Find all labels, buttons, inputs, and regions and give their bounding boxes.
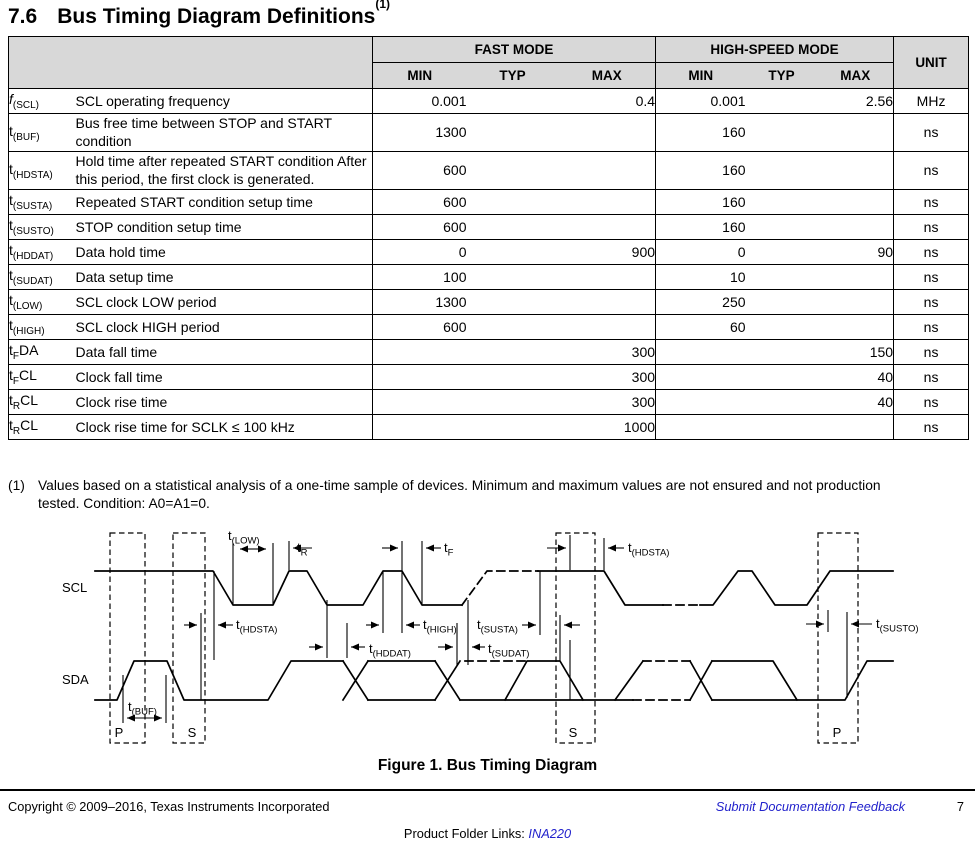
- fast-max-cell: [559, 289, 656, 314]
- unit-cell: ns: [894, 414, 969, 439]
- fast-typ-cell: [467, 289, 559, 314]
- hs-min-cell: 160: [656, 214, 746, 239]
- hs-max-cell: 40: [818, 389, 894, 414]
- fast-max-cell: [559, 314, 656, 339]
- hs-min-cell: 10: [656, 264, 746, 289]
- footnote-text: Values based on a statistical analysis of a one-time sample of devices. Minimum and maximum values are not ensured and not production tested. Condition: A0=A1=0.: [38, 478, 881, 512]
- fast-typ-cell: [467, 214, 559, 239]
- scl-waveform: [95, 571, 893, 605]
- fast-max-cell: [559, 151, 656, 189]
- symbol-cell: $t_{(SUDAT)}$: [9, 264, 76, 289]
- sda-waveform: [95, 661, 893, 700]
- fast-max-cell: 900: [559, 239, 656, 264]
- symbol-cell: $f_{(SCL)}$: [9, 89, 76, 114]
- table-row: [9, 89, 969, 114]
- hs-typ-cell: [746, 151, 818, 189]
- t-susta-label: $t_{(SUSTA)}$: [477, 617, 518, 636]
- stop-marker-right: P: [832, 725, 842, 740]
- hs-min-cell: 160: [656, 114, 746, 152]
- figure-caption: Figure 1. Bus Timing Diagram: [377, 757, 598, 774]
- table-row: [9, 364, 969, 389]
- hs-max-cell: 2.56: [818, 89, 894, 114]
- hs-typ-cell: [746, 389, 818, 414]
- unit-cell: ns: [894, 114, 969, 152]
- fast-max-cell: [559, 264, 656, 289]
- hs-min-header: MIN: [656, 63, 746, 89]
- hs-typ-cell: [746, 214, 818, 239]
- hs-typ-cell: [746, 189, 818, 214]
- hs-max-cell: [818, 151, 894, 189]
- fast-typ-header: TYP: [467, 63, 559, 89]
- fast-min-cell: [373, 414, 467, 439]
- hs-typ-cell: [746, 289, 818, 314]
- fast-max-cell: 1000: [559, 414, 656, 439]
- hs-max-cell: 40: [818, 364, 894, 389]
- symbol-cell: $t_{(BUF)}$: [9, 114, 76, 152]
- symbol-cell: $t_{(SUSTA)}$: [9, 189, 76, 214]
- hs-typ-cell: [746, 239, 818, 264]
- fast-typ-cell: [467, 89, 559, 114]
- hs-min-cell: [656, 414, 746, 439]
- unit-cell: ns: [894, 214, 969, 239]
- table-row: [9, 389, 969, 414]
- table-corner-cell: [9, 37, 373, 89]
- fast-min-header: MIN: [373, 63, 467, 89]
- t-buf-label: $t_{(BUF)}$: [128, 699, 157, 718]
- hs-max-cell: [818, 264, 894, 289]
- section-number: 7.6: [8, 5, 38, 28]
- start-marker-left: S: [187, 725, 197, 740]
- condition-boxes: [110, 533, 858, 743]
- hs-max-cell: 90: [818, 239, 894, 264]
- unit-cell: ns: [894, 264, 969, 289]
- bus-timing-diagram: [0, 525, 975, 760]
- fast-typ-cell: [467, 189, 559, 214]
- section-title-footnote-ref: (1): [375, 0, 391, 11]
- unit-cell: ns: [894, 364, 969, 389]
- unit-cell: ns: [894, 314, 969, 339]
- parameter-cell: Data fall time: [76, 339, 373, 364]
- unit-cell: MHz: [894, 89, 969, 114]
- fast-min-cell: 0: [373, 239, 467, 264]
- t-hdsta-top-label: $t_{(HDSTA)}$: [628, 540, 670, 559]
- page-number: 7: [956, 799, 964, 814]
- hs-typ-cell: [746, 339, 818, 364]
- parameter-cell: Clock rise time: [76, 389, 373, 414]
- unit-cell: ns: [894, 289, 969, 314]
- product-folder-link-ina220[interactable]: INA220: [528, 826, 572, 841]
- fast-typ-cell: [467, 364, 559, 389]
- fast-typ-cell: [467, 414, 559, 439]
- sda-signal-label: SDA: [62, 672, 89, 687]
- fast-min-cell: 600: [373, 314, 467, 339]
- parameter-cell: Data setup time: [76, 264, 373, 289]
- hs-min-cell: 0.001: [656, 89, 746, 114]
- submit-documentation-feedback-link[interactable]: Submit Documentation Feedback: [715, 799, 905, 814]
- table-row: [9, 414, 969, 439]
- copyright-text: Copyright © 2009–2016, Texas Instruments Incorporated: [8, 799, 330, 814]
- fast-min-cell: 600: [373, 189, 467, 214]
- hs-max-header: MAX: [818, 63, 894, 89]
- parameter-cell: Data hold time: [76, 239, 373, 264]
- unit-cell: ns: [894, 151, 969, 189]
- t-sudat-label: $t_{(SUDAT)}$: [488, 641, 530, 660]
- fast-max-cell: [559, 189, 656, 214]
- table-row: [9, 114, 969, 152]
- parameter-cell: Repeated START condition setup time: [76, 189, 373, 214]
- hs-min-cell: [656, 364, 746, 389]
- fast-min-cell: 100: [373, 264, 467, 289]
- fast-max-header: MAX: [559, 63, 656, 89]
- hs-min-cell: 160: [656, 151, 746, 189]
- table-row: [9, 151, 969, 189]
- hs-typ-cell: [746, 89, 818, 114]
- symbol-cell: $t_{(HIGH)}$: [9, 314, 76, 339]
- hs-max-cell: [818, 314, 894, 339]
- fast-max-cell: 300: [559, 339, 656, 364]
- t-f-label: $t_F$: [444, 540, 454, 559]
- table-row: [9, 289, 969, 314]
- hs-typ-header: TYP: [746, 63, 818, 89]
- start-marker-middle: S: [568, 725, 578, 740]
- hs-typ-cell: [746, 264, 818, 289]
- unit-cell: ns: [894, 389, 969, 414]
- unit-header: UNIT: [894, 37, 969, 89]
- fast-max-cell: 0.4: [559, 89, 656, 114]
- fast-typ-cell: [467, 314, 559, 339]
- parameter-cell: SCL clock HIGH period: [76, 314, 373, 339]
- t-low-label: $t_{(LOW)}$: [228, 528, 260, 547]
- fast-min-cell: [373, 364, 467, 389]
- symbol-cell: $t_{(HDSTA)}$: [9, 151, 76, 189]
- fast-max-cell: [559, 114, 656, 152]
- hs-max-cell: [818, 289, 894, 314]
- hs-typ-cell: [746, 114, 818, 152]
- hs-min-cell: 160: [656, 189, 746, 214]
- fast-max-cell: 300: [559, 389, 656, 414]
- hs-typ-cell: [746, 364, 818, 389]
- fast-min-cell: 0.001: [373, 89, 467, 114]
- symbol-cell: $t_RCL$: [9, 414, 76, 439]
- hs-min-cell: 0: [656, 239, 746, 264]
- symbol-cell: $t_RCL$: [9, 389, 76, 414]
- t-r-label: $t_R$: [297, 540, 308, 559]
- fast-max-cell: [559, 214, 656, 239]
- fast-typ-cell: [467, 264, 559, 289]
- product-folder-links-label: Product Folder Links:: [403, 826, 529, 841]
- fast-typ-cell: [467, 339, 559, 364]
- hs-max-cell: [818, 114, 894, 152]
- table-row: [9, 189, 969, 214]
- fast-typ-cell: [467, 389, 559, 414]
- fast-mode-header: FAST MODE: [373, 37, 656, 63]
- fast-min-cell: 1300: [373, 114, 467, 152]
- footnote-marker: (1): [8, 478, 25, 493]
- stop-marker-left: P: [114, 725, 124, 740]
- parameter-cell: Hold time after repeated START condition After this period, the first clock is generated.: [76, 151, 373, 189]
- t-hddat-label: $t_{(HDDAT)}$: [369, 641, 411, 660]
- parameter-cell: SCL operating frequency: [76, 89, 373, 114]
- scl-signal-label: SCL: [62, 580, 88, 595]
- fast-min-cell: [373, 389, 467, 414]
- t-susto-label: $t_{(SUSTO)}$: [876, 616, 919, 635]
- table-row: [9, 264, 969, 289]
- hs-typ-cell: [746, 414, 818, 439]
- fast-min-cell: [373, 339, 467, 364]
- table-row: [9, 214, 969, 239]
- product-folder-links: [0, 826, 975, 841]
- fast-typ-cell: [467, 239, 559, 264]
- table-row: [9, 314, 969, 339]
- symbol-cell: $t_{(SUSTO)}$: [9, 214, 76, 239]
- hs-min-cell: 250: [656, 289, 746, 314]
- hs-max-cell: [818, 414, 894, 439]
- t-hdsta-left-label: $t_{(HDSTA)}$: [236, 617, 278, 636]
- hs-typ-cell: [746, 314, 818, 339]
- table-row: [9, 339, 969, 364]
- unit-cell: ns: [894, 339, 969, 364]
- symbol-cell: $t_FCL$: [9, 364, 76, 389]
- section-title-text: Bus Timing Diagram Definitions: [57, 5, 376, 28]
- timing-table-body: [9, 89, 969, 440]
- table-row: [9, 239, 969, 264]
- unit-cell: ns: [894, 189, 969, 214]
- bus-timing-table: [8, 36, 969, 440]
- fast-min-cell: 1300: [373, 289, 467, 314]
- symbol-cell: $t_FDA$: [9, 339, 76, 364]
- parameter-cell: Bus free time between STOP and START condition: [76, 114, 373, 152]
- hs-min-cell: [656, 389, 746, 414]
- high-speed-mode-header: HIGH-SPEED MODE: [656, 37, 894, 63]
- hs-max-cell: 150: [818, 339, 894, 364]
- hs-max-cell: [818, 214, 894, 239]
- footer-rule: [0, 789, 975, 791]
- fast-typ-cell: [467, 114, 559, 152]
- start-box-middle: [556, 533, 595, 743]
- hs-max-cell: [818, 189, 894, 214]
- t-high-label: $t_{(HIGH)}$: [423, 617, 457, 636]
- fast-min-cell: 600: [373, 214, 467, 239]
- parameter-cell: SCL clock LOW period: [76, 289, 373, 314]
- fast-max-cell: 300: [559, 364, 656, 389]
- start-box-left: [173, 533, 205, 743]
- hs-min-cell: 60: [656, 314, 746, 339]
- unit-cell: ns: [894, 239, 969, 264]
- symbol-cell: $t_{(HDDAT)}$: [9, 239, 76, 264]
- section-title: [8, 0, 391, 29]
- parameter-cell: Clock fall time: [76, 364, 373, 389]
- parameter-cell: STOP condition setup time: [76, 214, 373, 239]
- symbol-cell: $t_{(LOW)}$: [9, 289, 76, 314]
- footnote: [8, 477, 886, 513]
- fast-min-cell: 600: [373, 151, 467, 189]
- hs-min-cell: [656, 339, 746, 364]
- stop-box-right: [818, 533, 858, 743]
- parameter-cell: Clock rise time for SCLK ≤ 100 kHz: [76, 414, 373, 439]
- fast-typ-cell: [467, 151, 559, 189]
